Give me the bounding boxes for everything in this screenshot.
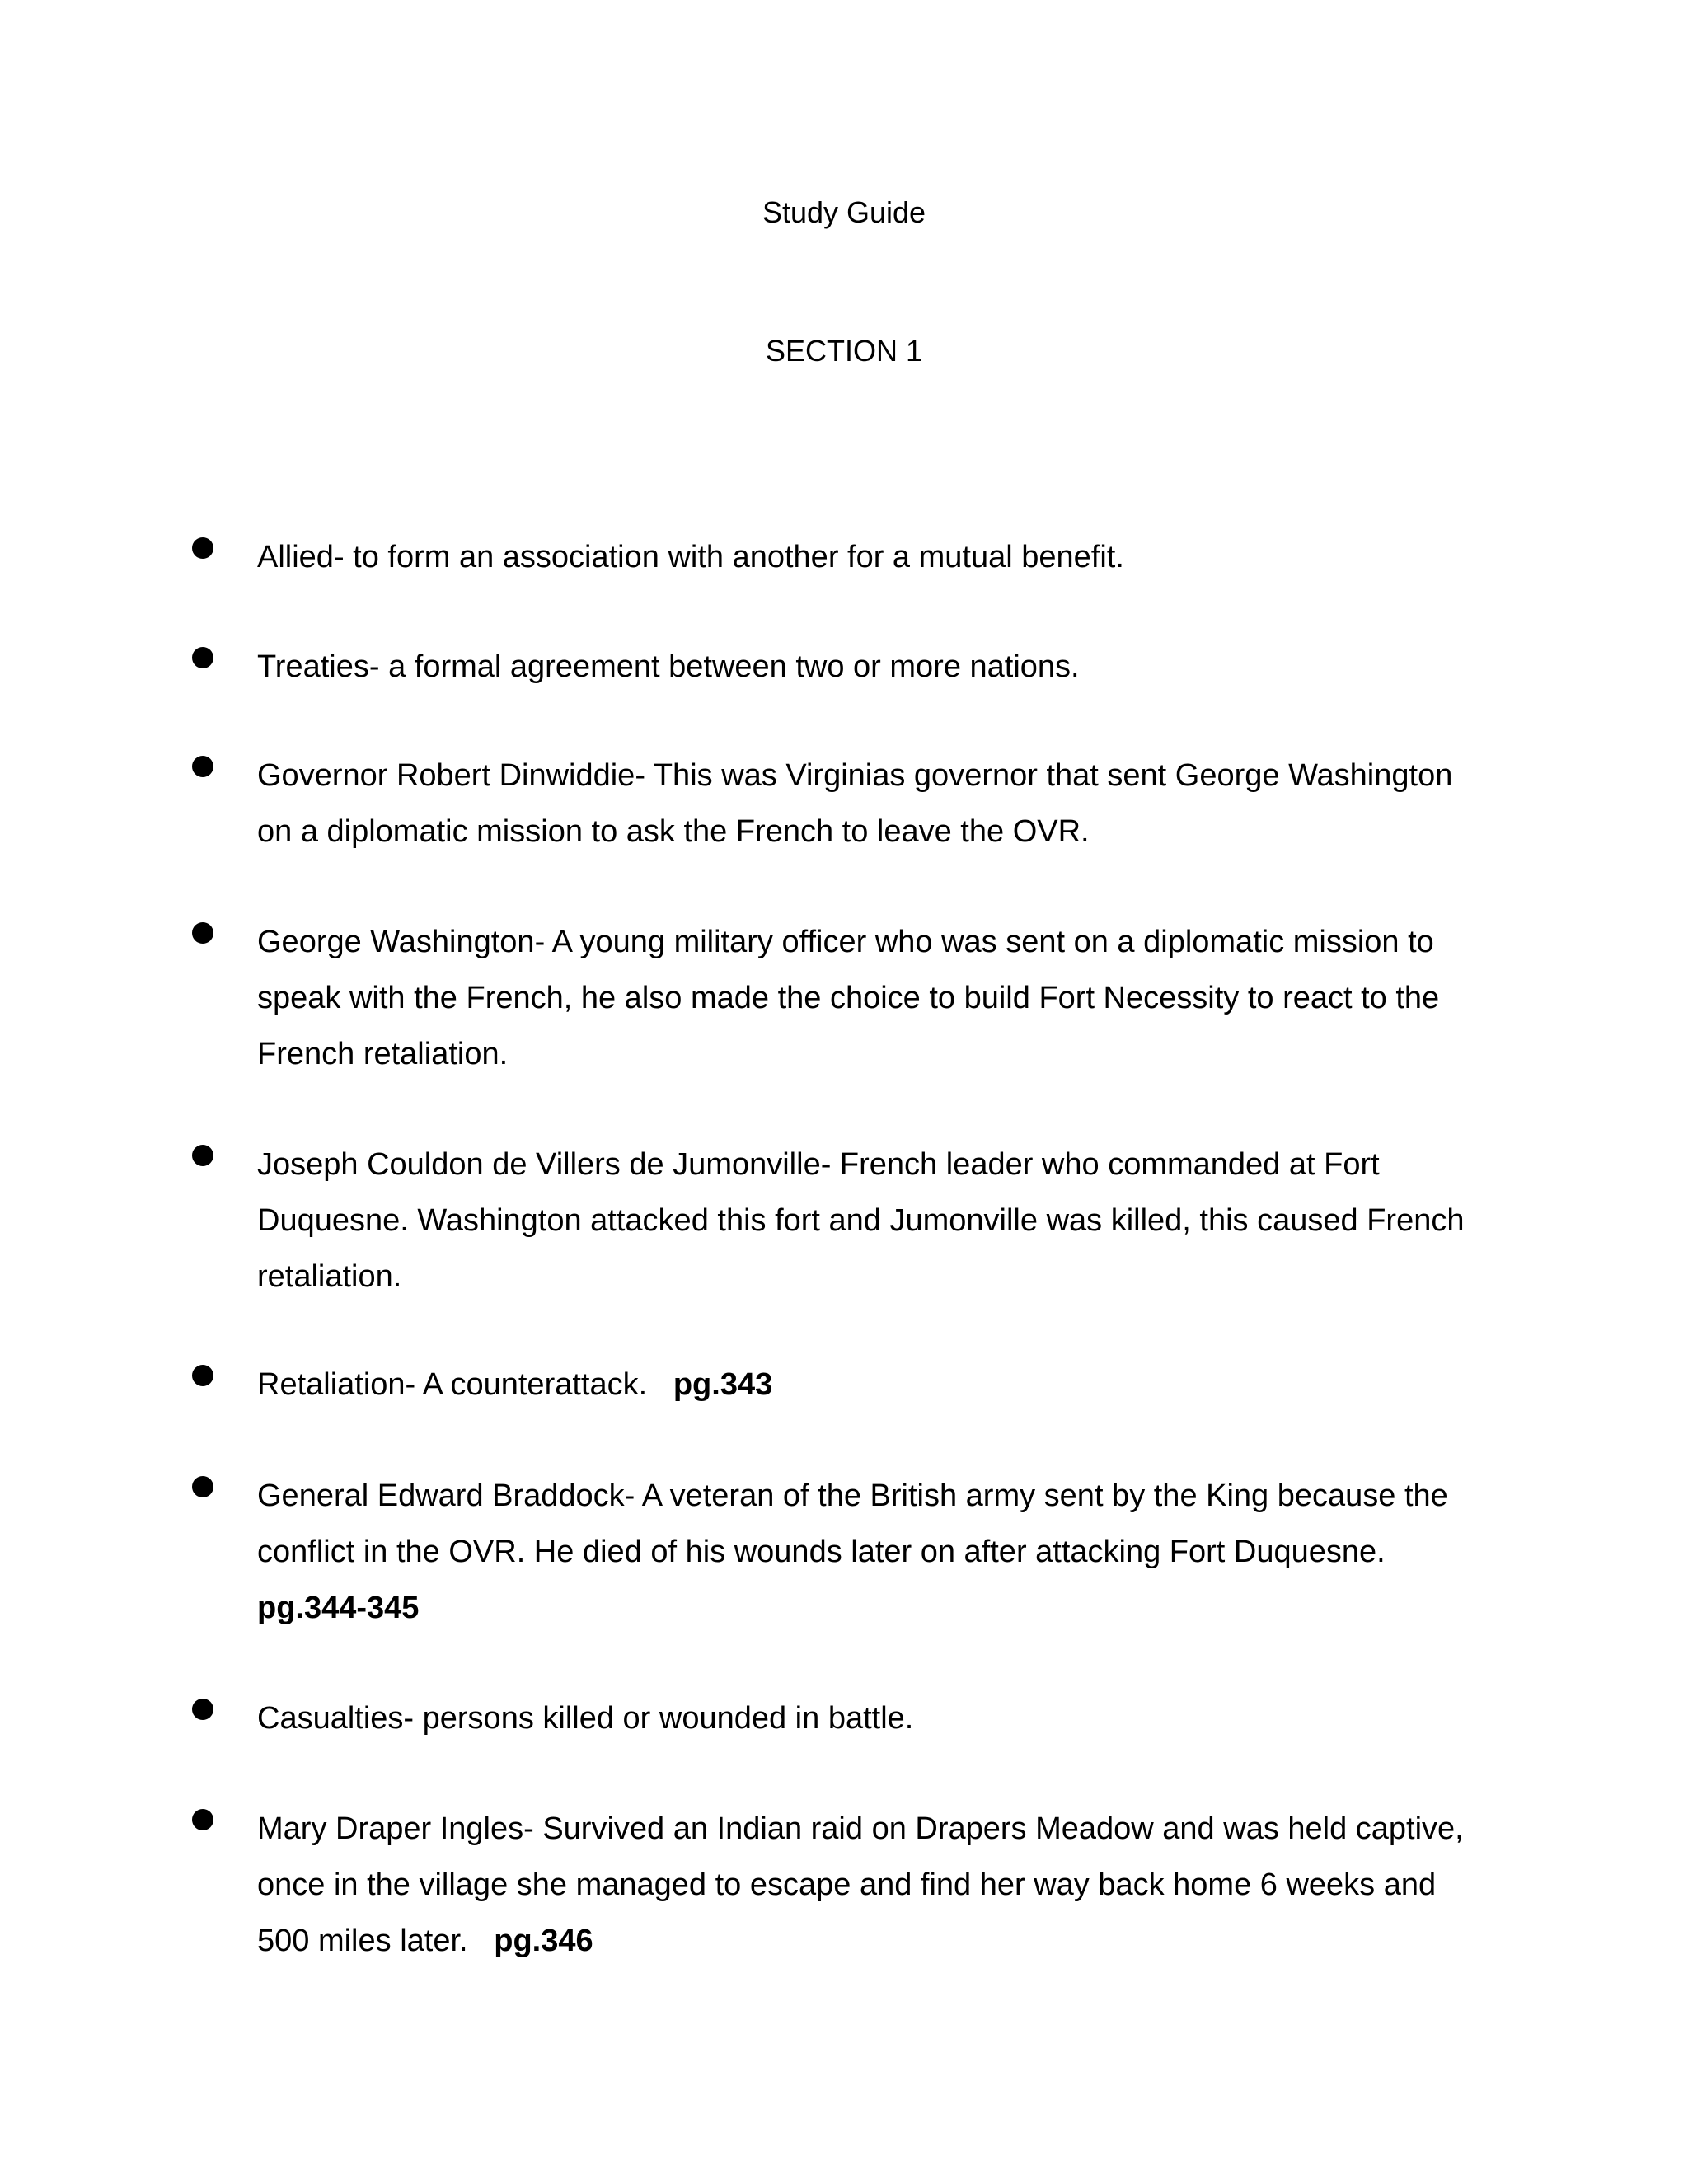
term-item-dinwiddie bbox=[257, 748, 1493, 860]
bullet-icon bbox=[192, 756, 213, 777]
term-text: Mary Draper Ingles- Survived an Indian raid on Drapers Meadow and was held captive, once in the village she managed to escape and find her way back home 6 weeks and 500 miles later. bbox=[257, 1811, 1464, 1958]
term-text: Retaliation- A counterattack. bbox=[257, 1367, 648, 1402]
bullet-icon bbox=[192, 537, 213, 559]
term-item-ingles bbox=[257, 1801, 1493, 1969]
term-item-retaliation bbox=[257, 1357, 1493, 1413]
section-heading: SECTION 1 bbox=[765, 334, 923, 368]
term-item-treaties bbox=[257, 639, 1493, 695]
term-text: George Washington- A young military officer who was sent on a diplomatic mission to speak with the French, he also made the choice to build Fort Necessity to react to the French retaliation. bbox=[257, 925, 1440, 1071]
bullet-icon bbox=[192, 1365, 213, 1386]
bullet-icon bbox=[192, 647, 213, 668]
page-reference: pg.346 bbox=[476, 1924, 593, 1958]
bullet-icon bbox=[192, 1145, 213, 1166]
bullet-icon bbox=[192, 1699, 213, 1720]
page-reference: pg.344-345 bbox=[257, 1535, 1403, 1625]
bullet-icon bbox=[192, 922, 213, 944]
term-item-casualties bbox=[257, 1690, 1493, 1746]
term-item-braddock bbox=[257, 1468, 1493, 1636]
term-text: Treaties- a formal agreement between two or more nations. bbox=[257, 649, 1080, 684]
term-text: Casualties- persons killed or wounded in battle. bbox=[257, 1701, 914, 1736]
page-reference: pg.343 bbox=[655, 1367, 773, 1402]
term-text: Joseph Couldon de Villers de Jumonville- French leader who commanded at Fort Duquesne. Washington attacked this fort and Jumonville was killed, this caused French retaliation. bbox=[257, 1147, 1465, 1294]
bullet-icon bbox=[192, 1476, 213, 1497]
bullet-icon bbox=[192, 1809, 213, 1830]
term-item-jumonville bbox=[257, 1137, 1493, 1305]
term-text: Allied- to form an association with another for a mutual benefit. bbox=[257, 540, 1124, 574]
term-text: Governor Robert Dinwiddie- This was Virginias governor that sent George Washington on a diplomatic mission to ask the French to leave the OVR. bbox=[257, 758, 1453, 849]
term-item-washington bbox=[257, 914, 1493, 1082]
document-title: Study Guide bbox=[762, 195, 926, 229]
term-item-allied bbox=[257, 529, 1493, 585]
term-text: General Edward Braddock- A veteran of the British army sent by the King because the conflict in the OVR. He died of his wounds later on after attacking Fort Duquesne. bbox=[257, 1479, 1448, 1569]
